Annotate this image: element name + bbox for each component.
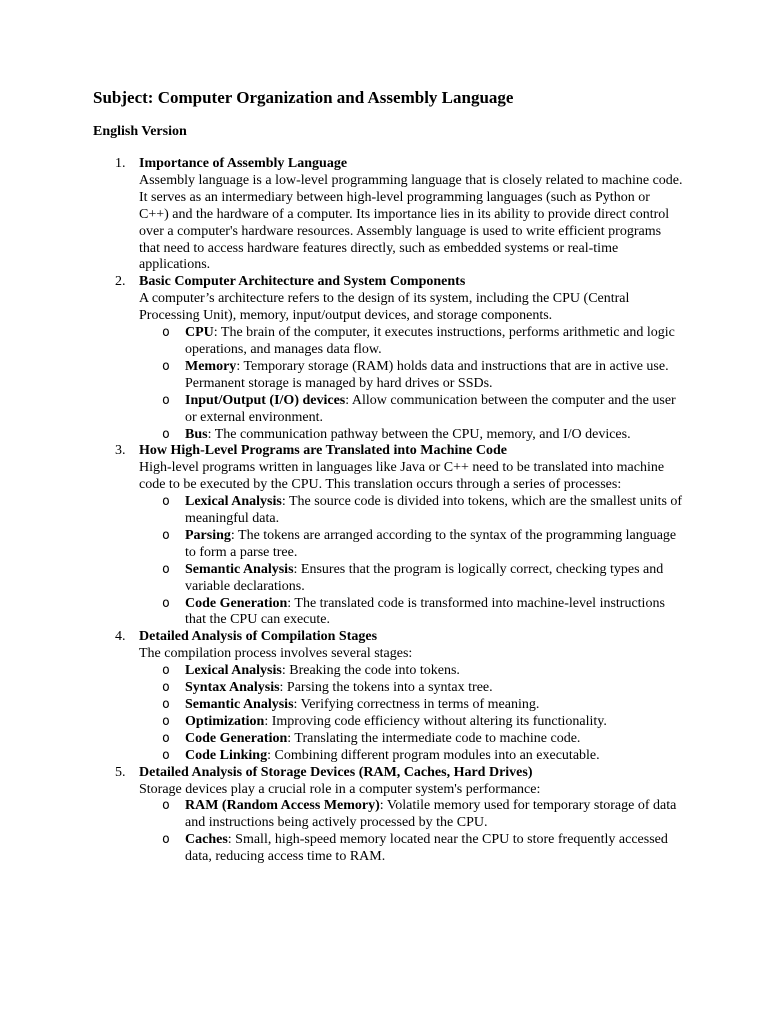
bullet-term: CPU: [185, 325, 214, 341]
bullet-item: [139, 697, 683, 714]
bullet-marker: o: [162, 713, 170, 729]
bullet-item: [139, 359, 683, 393]
section-number: 2.: [115, 274, 126, 290]
bullet-text: : The tokens are arranged according to the syntax of the programming language to form a parse tree.: [185, 527, 677, 560]
bullet-marker: o: [162, 325, 170, 341]
section-heading: Detailed Analysis of Storage Devices (RAM, Caches, Hard Drives): [139, 764, 533, 780]
bullet-term: Lexical Analysis: [185, 494, 282, 510]
bullet-text: : The communication pathway between the CPU, memory, and I/O devices.: [207, 426, 631, 442]
bullet-text: : Breaking the code into tokens.: [281, 663, 460, 679]
bullet-list: [139, 798, 683, 866]
bullet-item: [139, 562, 683, 596]
bullet-term: Input/Output (I/O) devices: [185, 392, 346, 408]
section-heading: How High-Level Programs are Translated into Machine Code: [139, 443, 507, 459]
section-item: [93, 274, 683, 443]
bullet-list: [139, 325, 683, 443]
section-heading: Importance of Assembly Language: [139, 156, 348, 171]
bullet-text: : Temporary storage (RAM) holds data and instructions that are in active use. Permanent storage is managed by hard drives or SSDs.: [185, 358, 669, 391]
section-heading: Basic Computer Architecture and System Components: [139, 274, 466, 290]
bullet-text: : Ensures that the program is logically correct, checking types and variable declarations.: [185, 561, 664, 594]
bullet-item: [139, 494, 683, 528]
bullet-marker: o: [162, 663, 170, 679]
bullet-item: [139, 393, 683, 427]
bullet-term: Code Linking: [185, 747, 268, 763]
bullet-marker: o: [162, 358, 170, 374]
bullet-term: Syntax Analysis: [185, 680, 280, 696]
bullet-text: : Small, high-speed memory located near the CPU to store frequently accessed data, reducing access time to RAM.: [185, 832, 668, 865]
bullet-text: : The translated code is transformed into machine-level instructions that the CPU can execute.: [185, 595, 665, 628]
bullet-term: Optimization: [185, 713, 265, 729]
document-body: [93, 156, 683, 866]
bullet-marker: o: [162, 595, 170, 611]
bullet-list: [139, 663, 683, 764]
bullet-item: [139, 596, 683, 630]
section-item: [93, 629, 683, 764]
document-title: Subject: Computer Organization and Assembly Language: [93, 88, 514, 107]
bullet-term: RAM (Random Access Memory): [185, 798, 380, 814]
bullet-item: [139, 731, 683, 748]
section-heading: Detailed Analysis of Compilation Stages: [139, 629, 378, 645]
bullet-term: Semantic Analysis: [185, 697, 294, 712]
bullet-term: Semantic Analysis: [185, 561, 294, 577]
bullet-text: : The brain of the computer, it executes instructions, performs arithmetic and logic operations, and manages data flow.: [185, 325, 675, 357]
section-paragraph: High-level programs written in languages like Java or C++ need to be translated into machine code to be executed by the CPU. This translation occurs through a series of processes:: [139, 460, 665, 493]
section-number: 3.: [115, 443, 126, 459]
bullet-marker: o: [162, 527, 170, 543]
bullet-item: [139, 663, 683, 680]
bullet-item: [139, 680, 683, 697]
bullet-term: Code Generation: [185, 595, 288, 611]
bullet-list: [139, 494, 683, 629]
bullet-marker: o: [162, 680, 170, 696]
section-paragraph: A computer’s architecture refers to the design of its system, including the CPU (Central Processing Unit), memory, input/output devices, and storage components.: [139, 291, 630, 324]
bullet-marker: o: [162, 494, 170, 510]
bullet-marker: o: [162, 392, 170, 408]
bullet-text: : Translating the intermediate code to machine code.: [287, 730, 581, 746]
bullet-term: Memory: [185, 358, 237, 374]
bullet-text: : The source code is divided into tokens, which are the smallest units of meaningful data.: [185, 494, 683, 527]
bullet-term: Lexical Analysis: [185, 663, 282, 679]
bullet-marker: o: [162, 561, 170, 577]
bullet-item: [139, 528, 683, 562]
section-list: [93, 156, 683, 866]
bullet-marker: o: [162, 832, 170, 848]
section-item: [93, 765, 683, 866]
version-heading: English Version: [93, 124, 187, 139]
section-number: 1.: [115, 156, 126, 171]
bullet-term: Parsing: [185, 527, 231, 543]
bullet-text: : Verifying correctness in terms of meaning.: [293, 697, 540, 712]
section-number: 4.: [115, 629, 126, 645]
bullet-marker: o: [162, 426, 170, 442]
bullet-term: Code Generation: [185, 730, 288, 746]
bullet-marker: o: [162, 747, 170, 763]
bullet-text: : Allow communication between the computer and the user or external environment.: [185, 392, 676, 425]
bullet-text: : Combining different program modules into an executable.: [267, 747, 600, 763]
bullet-term: Caches: [185, 832, 228, 848]
section-item: [93, 443, 683, 629]
section-paragraph: Storage devices play a crucial role in a computer system's performance:: [139, 781, 541, 797]
bullet-marker: o: [162, 798, 170, 814]
bullet-item: [139, 748, 683, 765]
bullet-item: [139, 798, 683, 832]
bullet-item: [139, 714, 683, 731]
bullet-term: Bus: [185, 426, 208, 442]
bullet-text: : Improving code efficiency without altering its functionality.: [264, 713, 607, 729]
section-number: 5.: [115, 764, 126, 780]
section-paragraph: The compilation process involves several stages:: [139, 646, 413, 662]
bullet-item: [139, 832, 683, 866]
section-item: [93, 156, 683, 274]
bullet-item: [139, 427, 683, 444]
bullet-marker: o: [162, 730, 170, 746]
bullet-marker: o: [162, 697, 170, 712]
bullet-text: : Volatile memory used for temporary storage of data and instructions being actively processed by the CPU.: [185, 798, 677, 831]
bullet-item: [139, 325, 683, 359]
section-paragraph: Assembly language is a low-level programming language that is closely related to machine code. It serves as an intermediary between high-level programming languages (such as Python or C++) and the hardware of a computer. Its importance lies in its ability to provide direct control over a computer's hardware resources. Assembly language is used to write efficient programs that need to access hardware features directly, such as embedded systems or real-time applications.: [139, 172, 683, 273]
bullet-text: : Parsing the tokens into a syntax tree.: [279, 680, 493, 696]
